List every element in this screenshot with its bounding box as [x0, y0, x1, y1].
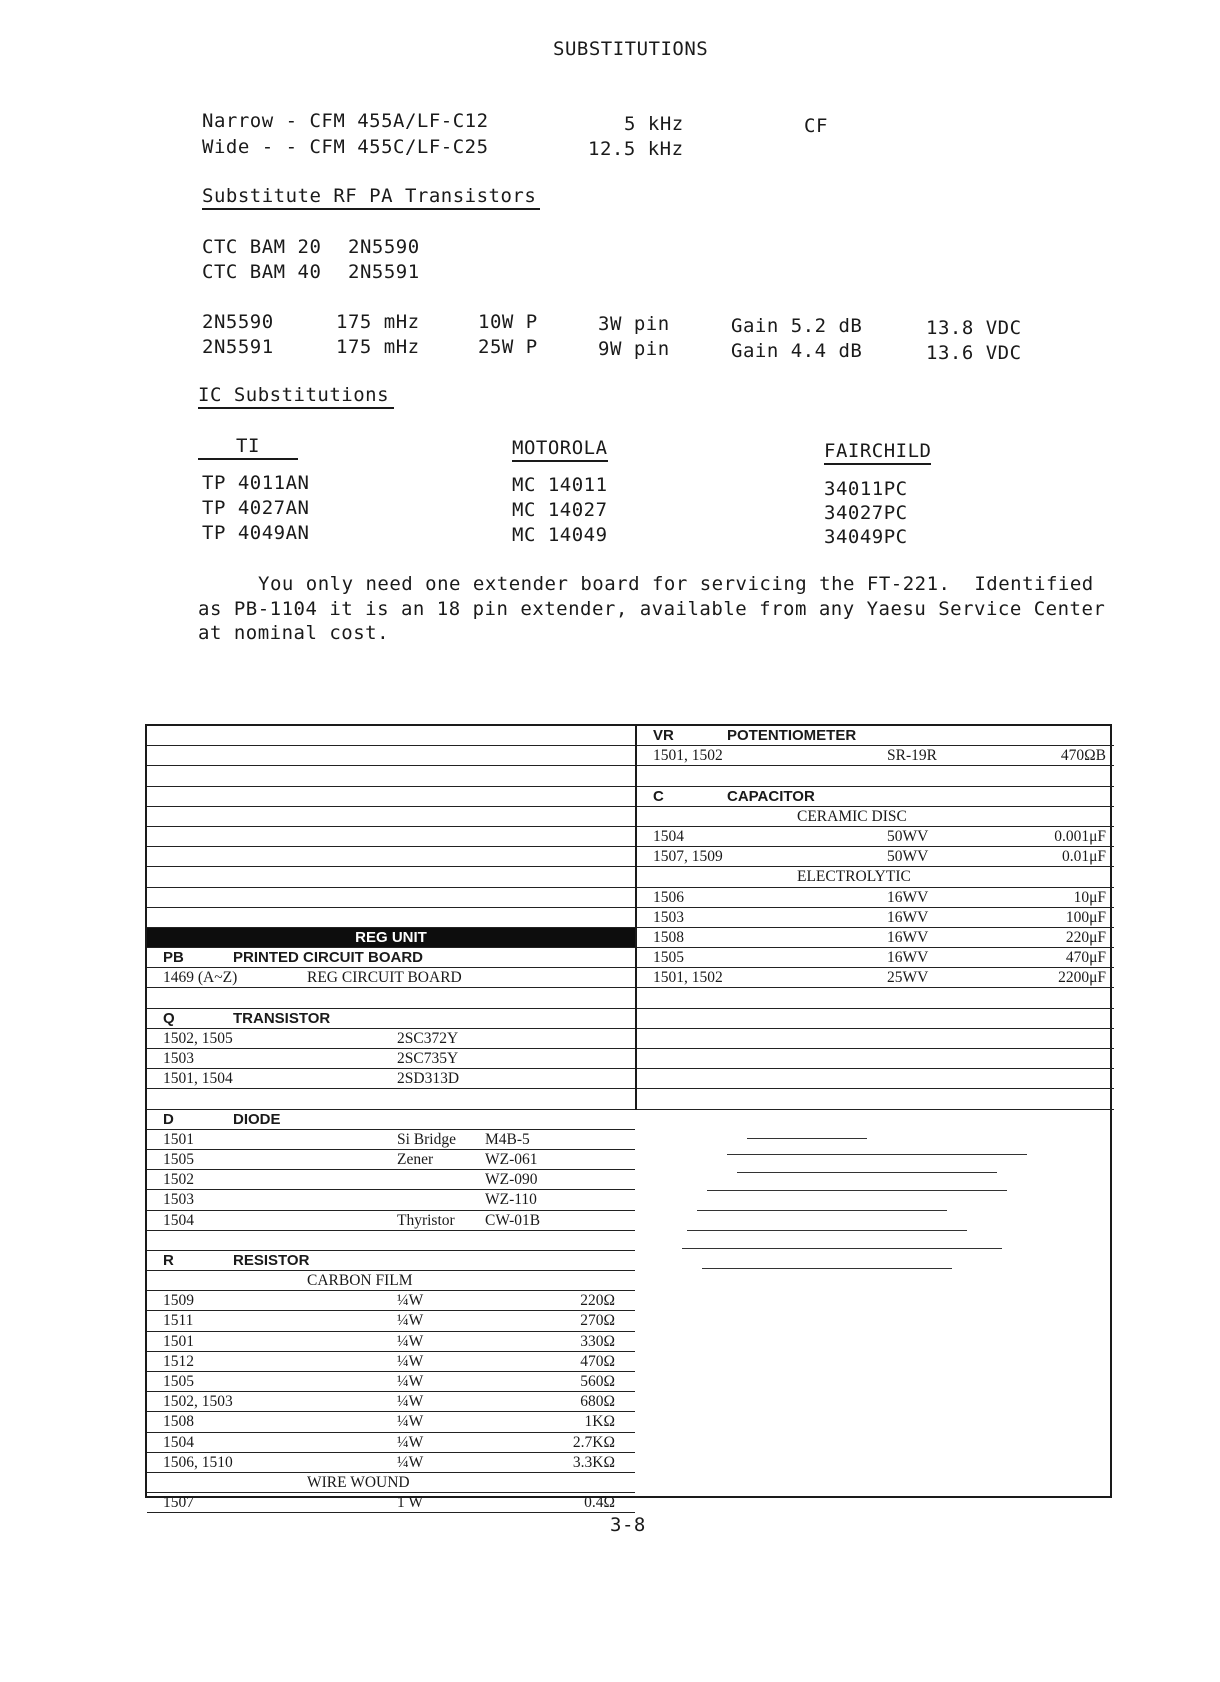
note-line: as PB-1104 it is an 18 pin extender, available from any Yaesu Service Center	[198, 598, 1106, 620]
parts-table-left	[147, 726, 635, 1513]
rf-spec-freq: 175 mHz	[336, 336, 420, 358]
parts-cell-c: Si Bridge	[397, 1130, 456, 1148]
parts-row	[637, 988, 1114, 1008]
parts-cell-c: Thyristor	[397, 1211, 455, 1229]
parts-row	[147, 766, 635, 786]
parts-cell-e: 3.3KΩ	[572, 1453, 615, 1471]
ic-motorola: MC 14049	[512, 524, 608, 546]
parts-row	[147, 726, 635, 746]
parts-cell-e: 330Ω	[580, 1332, 615, 1350]
parts-cell-e: 270Ω	[580, 1312, 615, 1330]
parts-cell-a: 1512	[163, 1352, 194, 1370]
parts-row	[147, 1009, 635, 1029]
parts-cell-c: 16WV	[887, 949, 929, 967]
parts-cell-c: ¼W	[397, 1413, 424, 1431]
parts-row	[147, 888, 635, 908]
parts-cell-e: 10μF	[1073, 888, 1106, 906]
ic-header-motorola: MOTOROLA	[512, 437, 608, 462]
rf-spec-freq: 175 mHz	[336, 311, 420, 333]
parts-table	[145, 724, 1112, 1512]
parts-row	[637, 968, 1114, 988]
rf-spec-volt: 13.6 VDC	[926, 342, 1022, 364]
parts-row	[147, 1493, 635, 1513]
parts-cell-a: VR	[653, 727, 674, 744]
rf-spec-part: 2N5590	[202, 311, 274, 333]
parts-cell-c: ¼W	[397, 1433, 424, 1451]
parts-row	[147, 1453, 635, 1473]
parts-cell-a: 1507, 1509	[653, 848, 723, 866]
parts-cell-a: 1508	[653, 928, 684, 946]
rf-sub-orig: CTC BAM 20	[202, 236, 322, 258]
parts-cell-b: POTENTIOMETER	[727, 727, 857, 744]
rf-sub-new: 2N5590	[348, 236, 420, 258]
parts-cell-c: ¼W	[397, 1332, 424, 1350]
parts-cell-a: 1509	[163, 1292, 194, 1310]
filter-narrow-bw: 5 kHz	[624, 113, 684, 135]
parts-cell-d: M4B-5	[485, 1130, 530, 1148]
parts-row	[147, 1392, 635, 1412]
parts-row	[147, 1130, 635, 1150]
parts-cell-c: Zener	[397, 1150, 434, 1168]
parts-row	[147, 847, 635, 867]
parts-cell-a: ELECTROLYTIC	[797, 868, 911, 886]
parts-row	[147, 988, 635, 1008]
parts-cell-e: 470μF	[1065, 949, 1106, 967]
rf-sub-orig: CTC BAM 40	[202, 261, 322, 283]
rf-spec-gain: Gain 4.4 dB	[731, 340, 863, 362]
parts-row	[147, 1251, 635, 1271]
parts-row	[147, 968, 635, 988]
parts-cell-a: 1501, 1504	[163, 1070, 233, 1088]
parts-cell-c: ¼W	[397, 1453, 424, 1471]
rf-spec-volt: 13.8 VDC	[926, 317, 1022, 339]
parts-cell-a: 1505	[653, 949, 684, 967]
parts-cell-c: ¼W	[397, 1312, 424, 1330]
parts-row	[147, 1069, 635, 1089]
ic-header-fairchild: FAIRCHILD	[824, 440, 931, 465]
parts-cell-a: 1503	[163, 1050, 194, 1067]
parts-cell-e: 220μF	[1065, 928, 1106, 946]
parts-cell-c: 2SC372Y	[397, 1029, 459, 1047]
parts-cell-a: 1504	[163, 1211, 194, 1229]
ic-ti: TP 4011AN	[202, 472, 310, 494]
parts-cell-a: 1501	[163, 1332, 194, 1350]
parts-cell-c: 16WV	[887, 888, 929, 906]
parts-cell-a: 1502, 1503	[163, 1393, 233, 1411]
rf-spec-part: 2N5591	[202, 336, 274, 358]
rf-sub-new: 2N5591	[348, 261, 420, 283]
ic-motorola: MC 14027	[512, 499, 608, 521]
parts-cell-d: WZ-090	[485, 1171, 538, 1189]
parts-row	[637, 888, 1114, 908]
parts-row	[147, 1150, 635, 1170]
filter-type: CF	[804, 115, 828, 137]
parts-row	[637, 1049, 1114, 1069]
parts-row	[637, 847, 1114, 867]
parts-row	[637, 766, 1114, 786]
parts-row	[147, 867, 635, 887]
parts-row	[637, 827, 1114, 847]
parts-row	[147, 1231, 635, 1251]
parts-cell-a: 1504	[653, 827, 684, 845]
parts-row	[637, 726, 1114, 746]
parts-table-right	[635, 726, 1114, 1110]
page-number: 3-8	[610, 1514, 646, 1536]
parts-cell-d: WZ-110	[485, 1191, 537, 1209]
parts-cell-e: 0.001μF	[1054, 827, 1106, 845]
parts-cell-a: CERAMIC DISC	[797, 807, 907, 825]
parts-row	[147, 948, 635, 968]
parts-cell-a: WIRE WOUND	[307, 1473, 410, 1491]
parts-cell-e: 100μF	[1065, 908, 1106, 926]
parts-row	[147, 827, 635, 847]
rf-spec-pout: 25W P	[478, 336, 538, 358]
parts-cell-c: 50WV	[887, 848, 929, 866]
parts-cell-e: 220Ω	[580, 1292, 615, 1310]
parts-row	[147, 746, 635, 766]
parts-row	[147, 1190, 635, 1210]
parts-row	[637, 807, 1114, 827]
parts-cell-c: 16WV	[887, 908, 929, 926]
parts-row	[147, 1029, 635, 1049]
parts-cell-c: ¼W	[397, 1292, 424, 1310]
parts-cell-b: REG CIRCUIT BOARD	[307, 969, 462, 987]
parts-cell-a: 1504	[163, 1433, 194, 1451]
parts-row	[637, 1029, 1114, 1049]
parts-row	[147, 908, 635, 928]
parts-row	[147, 1332, 635, 1352]
parts-row	[637, 1009, 1114, 1029]
parts-cell-c: SR-19R	[887, 747, 937, 765]
filter-wide-name: Wide - - CFM 455C/LF-C25	[202, 136, 489, 158]
parts-row	[147, 1271, 635, 1291]
parts-cell-a: D	[163, 1110, 174, 1128]
rf-spec-gain: Gain 5.2 dB	[731, 315, 863, 337]
rf-heading: Substitute RF PA Transistors	[202, 185, 540, 210]
parts-cell-a: 1501, 1502	[653, 969, 723, 987]
parts-cell-b: TRANSISTOR	[233, 1009, 331, 1027]
rf-spec-pin: 3W pin	[598, 313, 670, 335]
parts-cell-e: 470ΩB	[1060, 747, 1106, 765]
filter-wide-bw: 12.5 kHz	[588, 138, 684, 160]
parts-cell-c: 2SD313D	[397, 1070, 460, 1088]
parts-cell-a: C	[653, 787, 664, 805]
parts-cell-a: 1502, 1505	[163, 1029, 233, 1047]
parts-cell-a: 1502	[163, 1171, 194, 1189]
parts-row	[147, 1433, 635, 1453]
parts-row	[637, 948, 1114, 968]
parts-cell-e: 1KΩ	[584, 1413, 615, 1431]
parts-cell-e: 0.01μF	[1061, 848, 1106, 866]
page-title: SUBSTITUTIONS	[553, 38, 709, 60]
parts-cell-e: 0.4Ω	[584, 1494, 615, 1512]
parts-row	[147, 1311, 635, 1331]
parts-cell-c: 1 W	[397, 1494, 423, 1512]
parts-cell-e: 2200μF	[1058, 969, 1106, 987]
parts-cell-e: 470Ω	[580, 1352, 615, 1370]
parts-cell-a: Q	[163, 1009, 175, 1027]
parts-cell-a: 1501	[163, 1130, 194, 1148]
note-line: at nominal cost.	[198, 622, 390, 644]
ic-motorola: MC 14011	[512, 474, 608, 496]
parts-row	[147, 1211, 635, 1231]
parts-cell-a: 1506	[653, 888, 684, 906]
parts-row	[147, 1372, 635, 1392]
parts-row	[637, 787, 1114, 807]
ic-header-ti: TI	[198, 435, 298, 460]
parts-cell-c: ¼W	[397, 1352, 424, 1370]
parts-cell-a: 1505	[163, 1150, 194, 1168]
parts-cell-a: 1511	[163, 1312, 194, 1330]
parts-cell-c: ¼W	[397, 1373, 424, 1390]
parts-cell-c: ¼W	[397, 1393, 424, 1411]
parts-cell-c: 16WV	[887, 928, 929, 946]
parts-cell-a: 1469 (A~Z)	[163, 969, 238, 987]
parts-cell-b: CAPACITOR	[727, 787, 815, 805]
parts-cell-a: 1507	[163, 1494, 194, 1512]
reg-unit-label: REG UNIT	[355, 928, 427, 946]
parts-cell-a: 1505	[163, 1373, 194, 1390]
parts-cell-c: 50WV	[887, 827, 929, 845]
parts-row	[637, 908, 1114, 928]
parts-cell-a: 1508	[163, 1413, 194, 1431]
parts-cell-e: 2.7KΩ	[572, 1433, 615, 1451]
parts-row	[637, 928, 1114, 948]
parts-cell-d: CW-01B	[485, 1211, 541, 1229]
parts-cell-c: 2SC735Y	[397, 1050, 459, 1067]
parts-cell-a: R	[163, 1251, 174, 1269]
rf-spec-pin: 9W pin	[598, 338, 670, 360]
parts-cell-b: DIODE	[233, 1110, 281, 1128]
parts-row	[147, 928, 635, 948]
parts-row	[147, 1291, 635, 1311]
rf-spec-pout: 10W P	[478, 311, 538, 333]
parts-row	[147, 1352, 635, 1372]
parts-cell-e: 680Ω	[580, 1393, 615, 1411]
note-line: You only need one extender board for servicing the FT-221. Identified	[258, 573, 1094, 595]
filter-narrow-name: Narrow - CFM 455A/LF-C12	[202, 110, 489, 132]
parts-cell-c: 25WV	[887, 969, 929, 987]
parts-row	[637, 1069, 1114, 1089]
parts-cell-a: 1503	[163, 1191, 194, 1209]
parts-cell-b: PRINTED CIRCUIT BOARD	[233, 949, 423, 967]
parts-cell-a: 1501, 1502	[653, 747, 723, 765]
parts-row	[147, 807, 635, 827]
parts-cell-b: RESISTOR	[233, 1251, 310, 1269]
ic-fairchild: 34011PC	[824, 478, 908, 500]
parts-cell-a: 1506, 1510	[163, 1453, 233, 1471]
parts-row	[147, 1473, 635, 1493]
parts-cell-d: WZ-061	[485, 1150, 538, 1168]
parts-row	[147, 1049, 635, 1069]
parts-row	[147, 1412, 635, 1432]
parts-row	[147, 1089, 635, 1109]
parts-cell-e: 560Ω	[580, 1373, 615, 1390]
ic-heading: IC Substitutions	[198, 384, 394, 409]
ic-fairchild: 34027PC	[824, 502, 908, 524]
parts-row	[637, 867, 1114, 887]
parts-row	[147, 787, 635, 807]
parts-cell-a: CARBON FILM	[307, 1272, 413, 1290]
parts-cell-a: PB	[163, 949, 184, 967]
parts-row	[637, 1089, 1114, 1109]
ic-ti: TP 4049AN	[202, 522, 310, 544]
parts-row	[147, 1110, 635, 1130]
parts-cell-a: 1503	[653, 908, 684, 926]
parts-row	[637, 746, 1114, 766]
parts-row	[147, 1170, 635, 1190]
ic-ti: TP 4027AN	[202, 497, 310, 519]
ic-fairchild: 34049PC	[824, 526, 908, 548]
